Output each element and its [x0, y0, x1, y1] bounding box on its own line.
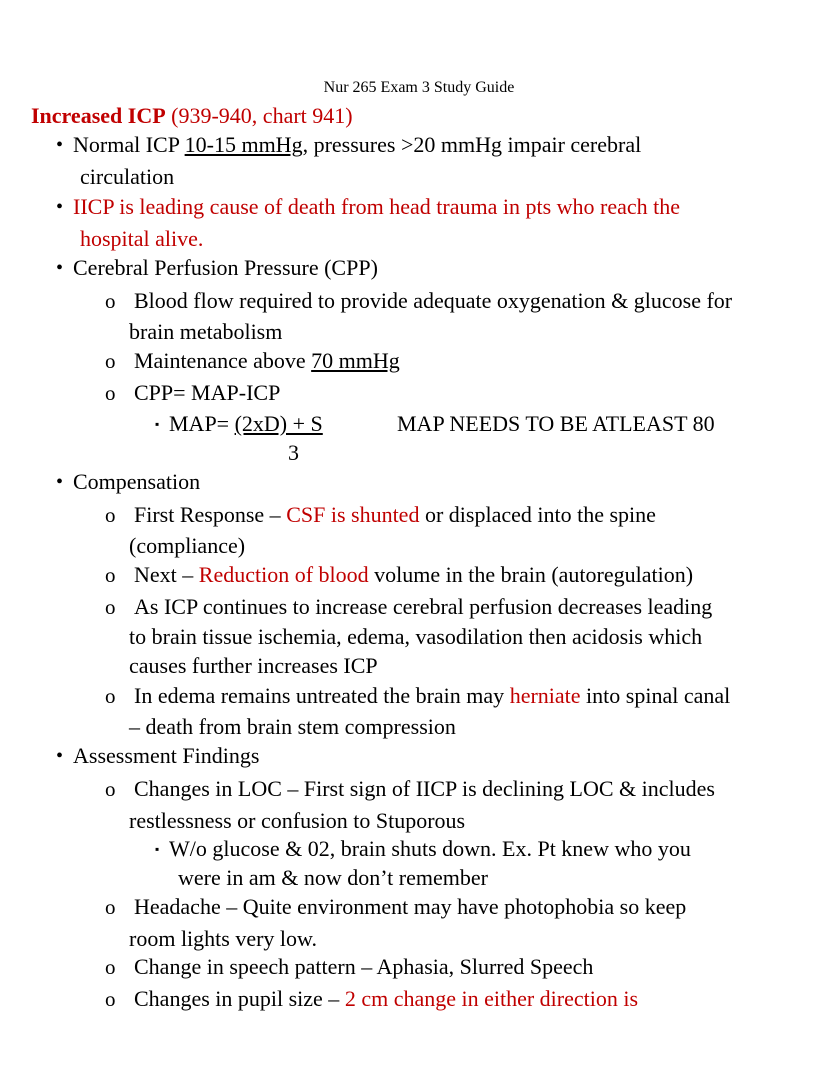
circle-marker: o: [105, 777, 116, 801]
sub-icp-continues-cont2: causes further increases ICP: [129, 653, 378, 678]
sub-blood-flow-cont: brain metabolism: [129, 319, 283, 344]
heading-pages: (939-940, chart 941): [171, 103, 353, 128]
bullet-normal-icp: [73, 132, 641, 158]
underlined-value: 10-15 mmHg: [184, 132, 303, 157]
sub-loc-cont: restlessness or confusion to Stuporous: [129, 808, 466, 833]
sub-icp-continues: As ICP continues to increase cerebral perfusion decreases leading: [134, 594, 713, 619]
sub-first-response-cont: (compliance): [129, 533, 246, 558]
text-run: or displaced into the spine: [419, 502, 656, 527]
text-run: Maintenance above: [134, 348, 312, 373]
text-run: , pressures >20 mmHg impair cerebral: [302, 132, 642, 157]
square-marker: ▪: [155, 842, 160, 856]
text-run: First Response –: [134, 502, 287, 527]
sub-headache-cont: room lights very low.: [129, 926, 317, 951]
text-run: volume in the brain (autoregulation): [368, 562, 694, 587]
sub-glucose-cont: were in am & now don’t remember: [178, 865, 488, 890]
highlight-red: 2 cm change in either direction is: [344, 986, 639, 1011]
circle-marker: o: [105, 289, 116, 313]
bullet-marker: •: [56, 471, 64, 493]
sub-edema-cont: – death from brain stem compression: [129, 714, 456, 739]
sub-speech: Change in speech pattern – Aphasia, Slurred Speech: [134, 954, 594, 979]
bullet-marker: •: [56, 745, 64, 767]
text-run: into spinal canal: [580, 683, 731, 708]
circle-marker: o: [105, 381, 116, 405]
bullet-iicp-death: IICP is leading cause of death from head trauma in pts who reach the: [73, 194, 681, 219]
sub-pupil: [134, 986, 638, 1012]
circle-marker: o: [105, 895, 116, 919]
sub-cpp-formula: CPP= MAP-ICP: [134, 380, 281, 405]
text-run: In edema remains untreated the brain may: [134, 683, 510, 708]
section-heading: [31, 103, 353, 129]
sub-icp-continues-cont: to brain tissue ischemia, edema, vasodilation then acidosis which: [129, 624, 703, 649]
text-run: Normal ICP: [73, 132, 185, 157]
highlight-red: herniate: [509, 683, 581, 708]
underlined-value: 70 mmHg: [311, 348, 400, 373]
bullet-marker: •: [56, 134, 64, 156]
highlight-red: CSF is shunted: [286, 502, 420, 527]
square-marker: ▪: [155, 417, 160, 431]
page-title: Nur 265 Exam 3 Study Guide: [323, 79, 515, 96]
circle-marker: o: [105, 595, 116, 619]
sub-maintenance: [134, 348, 400, 374]
circle-marker: o: [105, 349, 116, 373]
map-note: MAP NEEDS TO BE ATLEAST 80: [397, 411, 715, 436]
formula-denominator: 3: [288, 440, 299, 465]
map-formula: [169, 411, 323, 437]
heading-bold: Increased ICP: [31, 103, 166, 128]
circle-marker: o: [105, 563, 116, 587]
formula-numerator: (2xD) + S: [234, 411, 323, 436]
circle-marker: o: [105, 987, 116, 1011]
bullet-normal-icp-cont: circulation: [80, 164, 175, 189]
bullet-iicp-death-cont: hospital alive.: [80, 226, 204, 251]
highlight-red: Reduction of blood: [198, 562, 369, 587]
sub-headache: Headache – Quite environment may have photophobia so keep: [134, 894, 687, 919]
sub-first-response: [134, 502, 656, 528]
bullet-assessment: Assessment Findings: [73, 743, 260, 768]
bullet-cpp: Cerebral Perfusion Pressure (CPP): [73, 255, 378, 280]
sub-next: [134, 562, 693, 588]
circle-marker: o: [105, 684, 116, 708]
sub-loc: Changes in LOC – First sign of IICP is declining LOC & includes: [134, 776, 715, 801]
circle-marker: o: [105, 503, 116, 527]
bullet-compensation: Compensation: [73, 469, 201, 494]
text-run: Next –: [134, 562, 199, 587]
circle-marker: o: [105, 955, 116, 979]
sub-blood-flow: Blood flow required to provide adequate oxygenation & glucose for: [134, 288, 733, 313]
text-run: MAP=: [169, 411, 235, 436]
bullet-marker: •: [56, 257, 64, 279]
sub-glucose: W/o glucose & 02, brain shuts down. Ex. Pt knew who you: [169, 836, 691, 861]
sub-edema: [134, 683, 730, 709]
text-run: Changes in pupil size –: [134, 986, 345, 1011]
bullet-marker: •: [56, 196, 64, 218]
